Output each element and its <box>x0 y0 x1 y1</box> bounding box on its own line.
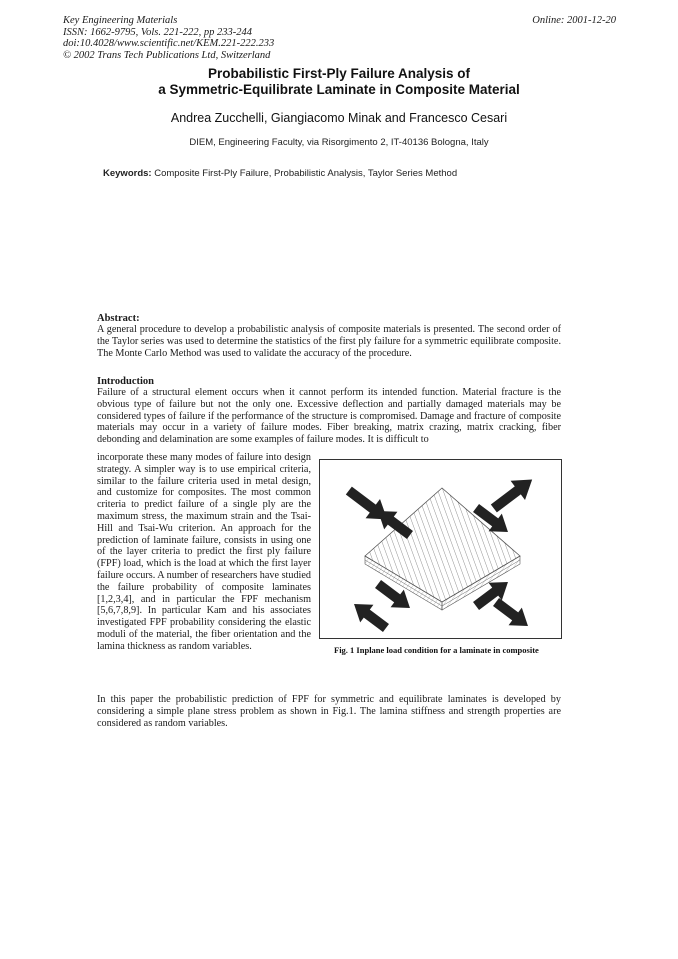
abstract-heading: Abstract: <box>97 313 140 324</box>
doi-line: doi:10.4028/www.scientific.net/KEM.221-222.233 <box>63 38 275 49</box>
paper-title <box>100 66 578 98</box>
figure-caption: Fig. 1 Inplane load condition for a laminate in composite <box>334 645 539 655</box>
keywords <box>103 168 583 179</box>
laminate-load-diagram <box>320 460 561 638</box>
authors: Andrea Zucchelli, Giangiacomo Minak and Francesco Cesari <box>170 111 508 125</box>
journal-header <box>63 15 383 61</box>
load-arrow-bottom-left <box>347 595 392 637</box>
keywords-text: Composite First-Ply Failure, Probabilistic Analysis, Taylor Series Method <box>154 168 458 179</box>
column-text: incorporate these many modes of failure into design strategy. A simpler way is to use empirical criteria, similar to the failure criteria used in metal design, and customize for composites. The most common criteria to predict failure of a single ply are the maximum stress, the maximum strain and the Tsai-Hill and Tsai-Wu criterion. An approach for the prediction of laminate failure, consists in using one of the layer criteria to predict the first ply failure (FPF) load, which is the load at which the first layer failure occurs. A number of researchers have studied the failure probability of composite laminates [1,2,3,4], and in particular the FPF mechanism [5,6,7,8,9]. In particular Kam and his associates investigated FPF probability considering the elastic moduli of the material, the fiber orientation and the lamina thickness as random variables. <box>97 452 311 652</box>
title-line-2: a Symmetric-Equilibrate Laminate in Composite Material <box>158 82 520 97</box>
figure-1 <box>319 459 562 639</box>
introduction-text: Failure of a structural element occurs when it cannot perform its intended function. Material fracture is the obvious type of failure but not the only one. Excessive deflection and partially damaged materials may be considered types of failure if the performance of the structure is compromised. Damage and fracture of composite materials may occur in a variety of failure modes. Fiber breaking, matrix crazing, matrix cracking, fiber debonding and delamination are some examples of failure modes. It is difficult to <box>97 387 561 446</box>
title-line-1: Probabilistic First-Ply Failure Analysis of <box>207 66 471 81</box>
closing-paragraph: In this paper the probabilistic prediction of FPF for symmetric and equilibrate laminates is developed by considering a simple plane stress problem as shown in Fig.1. The lamina stiffness and strength properties are considered as random variables. <box>97 694 561 729</box>
online-date: Online: 2001-12-20 <box>532 15 616 26</box>
load-arrow-bottom-right <box>489 593 534 635</box>
copyright-line: © 2002 Trans Tech Publications Ltd, Switzerland <box>63 49 271 61</box>
abstract-text: A general procedure to develop a probabilistic analysis of composite materials is presented. The second order of the Taylor series was used to determine the statistics of the first ply failure for a symmetric equilibrate composite. The Monte Carlo Method was used to validate the accuracy of the procedure. <box>97 324 561 359</box>
keywords-label: Keywords: <box>103 168 152 179</box>
affiliation: DIEM, Engineering Faculty, via Risorgimento 2, IT-40136 Bologna, Italy <box>189 137 489 148</box>
load-arrow-top-right <box>487 470 540 518</box>
journal-name: Key Engineering Materials <box>63 15 178 26</box>
introduction-heading: Introduction <box>97 376 154 387</box>
issn-line: ISSN: 1662-9795, Vols. 221-222, pp 233-244 <box>63 26 252 38</box>
